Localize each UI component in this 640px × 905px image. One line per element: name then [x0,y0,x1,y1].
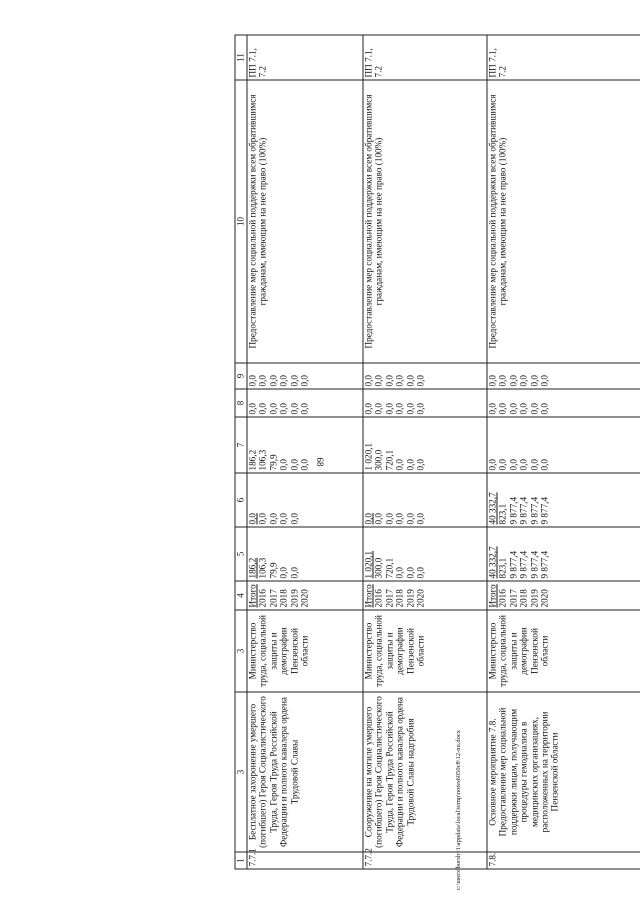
other-sources-value: 0,0 [394,375,405,387]
local-budget-value: 0,0 [405,403,416,415]
column-header: 6 [235,473,247,527]
federal-budget-value: 0,0 [539,459,550,471]
federal-budget-value: 0,0 [299,459,310,471]
regional-budget-value: 0,0 [257,513,268,525]
year-value: 2019 [529,589,540,608]
local-budget-value: 0,0 [363,403,374,415]
other-sources-value: 0,0 [384,375,395,387]
regional-budget-value: 0,0 [289,513,300,525]
executor: Министерство труда, социальной защиты и демографии Пензенской области [363,610,487,692]
regional-budget [363,473,487,527]
year-value: 2016 [257,589,268,608]
federal-budget-value: 0,0 [497,459,508,471]
other-sources-value: 0,0 [257,375,268,387]
total-funds-value: 40 332,7 [487,546,498,579]
federal-budget-value: 0,0 [529,459,540,471]
local-budget-value: 0,0 [299,403,310,415]
column-header: 3 [235,610,247,692]
regional-budget [247,473,363,527]
regional-budget-value: 0,0 [268,513,279,525]
federal-budget-value: 186,2 [247,449,258,471]
federal-budget-value: 0,0 [508,459,519,471]
year-value: 2019 [405,589,416,608]
other-sources [363,363,487,389]
regional-budget-value: 0,0 [415,513,426,525]
year-value: 2017 [508,589,519,608]
year-value: 2016 [373,589,384,608]
federal-budget [363,417,487,473]
other-sources-value: 0,0 [278,375,289,387]
activity-name: Сооружение на могиле умершего (погибшего) Героя Социалистического Труда, Героя Труда Российской Федерации и полного кавалера ордена Трудовой Славы надгробия [363,692,487,852]
local-budget-value: 0,0 [289,403,300,415]
year-value: 2017 [268,589,279,608]
executor: Министерство труда, социальной защиты и демографии Пензенской области [247,610,363,692]
total-funds [487,527,640,581]
regional-budget-value [299,476,309,525]
activity-name: Бесплатное захоронение умершего (погибшего) Героя Социалистического Труда, Героя Труда Российской Федерации и полного кавалера ордена Трудовой Славы [247,692,363,852]
regional-budget-value: 0,0 [394,513,405,525]
other-sources-value: 0,0 [539,375,550,387]
other-sources-value: 0,0 [405,375,416,387]
year [487,581,640,610]
federal-budget [247,417,363,473]
year-value: 2020 [539,589,550,608]
local-budget [247,389,363,417]
federal-budget-value: 106,3 [257,449,268,471]
total-funds [363,527,487,581]
column-header: 1 [235,852,247,869]
column-header: 9 [235,363,247,389]
local-budget-value: 0,0 [257,403,268,415]
column-header: 5 [235,527,247,581]
other-sources-value: 0,0 [268,375,279,387]
local-budget-value: 0,0 [373,403,384,415]
regional-budget-value: 0,0 [363,513,374,525]
total-funds-value: 106,3 [257,557,268,579]
total-funds-value: 720,1 [384,557,395,579]
indicator-ref: ПП 7.1, 7.2 [247,35,363,80]
federal-budget-value: 0,0 [415,459,426,471]
total-funds-value: 186,2 [247,557,258,579]
federal-budget [487,417,640,473]
other-sources-value: 0,0 [529,375,540,387]
federal-budget-value: 0,0 [278,459,289,471]
page-number: 68 [315,457,325,467]
other-sources-value: 0,0 [415,375,426,387]
regional-budget-value: 823,1 [497,503,508,525]
year-value: 2019 [289,589,300,608]
federal-budget-value: 0,0 [487,459,498,471]
regional-budget [487,473,640,527]
indicator-ref: ПП 7.1, 7.2 [487,35,640,80]
other-sources-value: 0,0 [497,375,508,387]
local-budget-value: 0,0 [529,403,540,415]
year-value: Итого [487,584,498,608]
year-value: Итого [247,584,258,608]
program-activities-table [235,35,640,870]
local-budget-value: 0,0 [508,403,519,415]
federal-budget-value: 300,0 [373,449,384,471]
federal-budget-value: 720,1 [384,449,395,471]
other-sources-value: 0,0 [373,375,384,387]
local-budget [363,389,487,417]
year-value: 2020 [415,589,426,608]
expected-result: Предоставление мер социальной поддержки всем обратившимся гражданам, имеющим на нее право (100%) [247,80,363,363]
column-header: 11 [235,35,247,80]
executor: Министерство труда, социальной защиты и демографии Пензенской области [487,610,640,692]
total-funds [247,527,363,581]
federal-budget-value: 0,0 [518,459,529,471]
table-row [487,35,640,869]
regional-budget-value: 0,0 [384,513,395,525]
local-budget-value: 0,0 [394,403,405,415]
column-header: 7 [235,417,247,473]
local-budget-value: 0,0 [247,403,258,415]
item-number: 7.8. [487,852,640,869]
indicator-ref: ПП 7.1, 7.2 [363,35,487,80]
local-budget [487,389,640,417]
local-budget-value: 0,0 [518,403,529,415]
year [363,581,487,610]
local-budget-value: 0,0 [268,403,279,415]
local-budget-value: 0,0 [539,403,550,415]
total-funds-value: 9 877,4 [518,550,529,579]
table-row [247,35,363,869]
year-value: 2016 [497,589,508,608]
local-budget-value: 0,0 [497,403,508,415]
federal-budget-value: 0,0 [394,459,405,471]
year-value: 2020 [299,589,310,608]
item-number: 7.7.2 [363,852,487,869]
other-sources [487,363,640,389]
other-sources [247,363,363,389]
other-sources-value: 0,0 [487,375,498,387]
federal-budget-value: 0,0 [289,459,300,471]
year-value: 2017 [384,589,395,608]
local-budget-value: 0,0 [278,403,289,415]
local-budget-value: 0,0 [415,403,426,415]
total-funds-value [299,530,309,579]
total-funds-value: 0,0 [405,567,416,579]
regional-budget-value: 0,0 [373,513,384,525]
total-funds-value: 0,0 [278,567,289,579]
activity-name: Основное мероприятие 7.8. Предоставление мер социальной поддержки лицам, получающим процедуры гемодиализа в медицинских организациях, расположенных на территории Пензенской области [487,692,640,852]
column-header: 4 [235,581,247,610]
column-header: 3 [235,692,247,852]
column-header: 10 [235,80,247,363]
year-value: Итого [363,584,374,608]
local-budget-value: 0,0 [384,403,395,415]
other-sources-value: 0,0 [247,375,258,387]
year [247,581,363,610]
year-value: 2018 [518,589,529,608]
table-row [363,35,487,869]
other-sources-value: 0,0 [363,375,374,387]
expected-result: Предоставление мер социальной поддержки всем обратившимся гражданам, имеющим на нее право (100%) [363,80,487,363]
regional-budget-value: 0,0 [278,513,289,525]
other-sources-value: 0,0 [508,375,519,387]
federal-budget-value: 1 020,1 [363,442,374,471]
document-file-path: c:\users\borsh~1\appdata\local\temp\notes6050c8\12-nu.docx [455,729,462,890]
federal-budget-value: 79,9 [268,454,279,471]
regional-budget-value: 0,0 [405,513,416,525]
local-budget-value: 0,0 [487,403,498,415]
header-row [235,35,247,869]
total-funds-value: 9 877,4 [529,550,540,579]
total-funds-value: 1 020,1 [363,550,374,579]
total-funds-value: 9 877,4 [539,550,550,579]
total-funds-value: 79,9 [268,562,279,579]
regional-budget-value: 0,0 [247,513,258,525]
regional-budget-value: 9 877,4 [518,496,529,525]
regional-budget-value: 9 877,4 [508,496,519,525]
total-funds-value: 0,0 [394,567,405,579]
regional-budget-value: 9 877,4 [539,496,550,525]
expected-result: Предоставление мер социальной поддержки всем обратившимся гражданам, имеющим на нее право (100%) [487,80,640,363]
total-funds-value: 300,0 [373,557,384,579]
federal-budget-value: 0,0 [405,459,416,471]
total-funds-value: 823,1 [497,557,508,579]
column-header: 8 [235,389,247,417]
total-funds-value: 0,0 [289,567,300,579]
other-sources-value: 0,0 [289,375,300,387]
total-funds-value: 0,0 [415,567,426,579]
total-funds-value: 9 877,4 [508,550,519,579]
regional-budget-value: 9 877,4 [529,496,540,525]
item-number: 7.7.1 [247,852,363,869]
year-value: 2018 [394,589,405,608]
other-sources-value: 0,0 [299,375,310,387]
other-sources-value: 0,0 [518,375,529,387]
year-value: 2018 [278,589,289,608]
regional-budget-value: 40 332,7 [487,492,498,525]
